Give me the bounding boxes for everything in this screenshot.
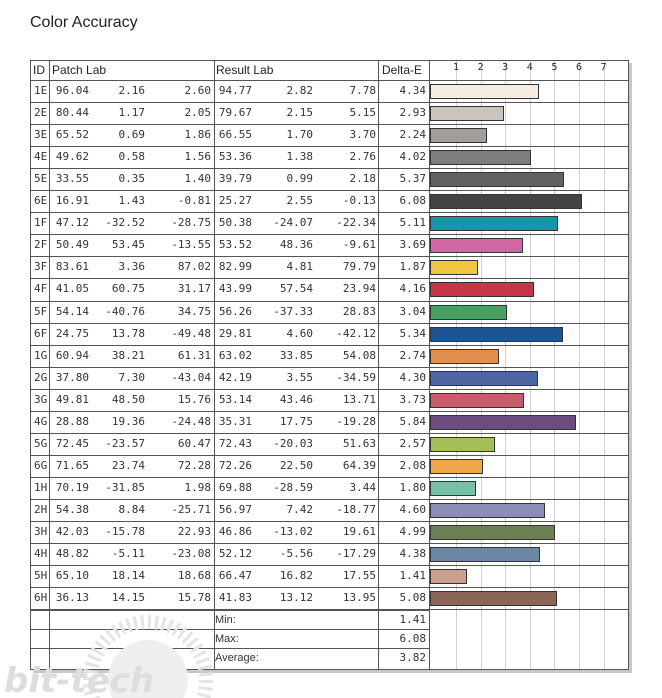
result-lab-value: 1.38 (286, 150, 313, 164)
delta-e-value: 3.73 (399, 392, 426, 406)
patch-lab-value: -0.81 (177, 194, 211, 208)
delta-e-value: 4.38 (399, 547, 426, 561)
patch-lab-value: 65.52 (55, 128, 89, 142)
patch-lab-value: 0.58 (118, 150, 145, 164)
patch-lab-value: 1.43 (118, 194, 145, 208)
result-lab-value: 25.27 (218, 194, 252, 208)
result-lab-value: 79.79 (342, 260, 376, 274)
patch-lab-value: 54.38 (55, 502, 89, 516)
patch-lab-value: 71.65 (55, 458, 89, 472)
patch-lab-value: 80.44 (55, 106, 89, 120)
result-lab-value: 35.31 (218, 414, 252, 428)
result-lab-value: 43.46 (279, 392, 313, 406)
result-lab-value: -37.33 (273, 304, 313, 318)
row-id: 3E (34, 128, 48, 142)
patch-lab-value: 23.74 (111, 458, 145, 472)
result-lab-value: 66.47 (218, 569, 252, 583)
patch-lab-value: 1.40 (184, 172, 211, 186)
delta-e-bar (430, 591, 557, 606)
summary-max-label: Max: (215, 633, 239, 645)
result-lab-value: -22.34 (336, 216, 376, 230)
patch-lab-value: -28.75 (171, 216, 211, 230)
patch-lab-value: 1.86 (184, 128, 211, 142)
delta-e-value: 1.41 (399, 569, 426, 583)
result-lab-value: 82.99 (218, 260, 252, 274)
row-id: 4G (34, 414, 48, 428)
patch-lab-value: 1.17 (118, 106, 145, 120)
delta-e-bar (430, 437, 495, 452)
chart-tick-label: 1 (452, 62, 460, 73)
patch-lab-value: 47.12 (55, 216, 89, 230)
delta-e-bar (430, 238, 523, 253)
delta-e-bar (430, 260, 478, 275)
delta-e-value: 5.11 (399, 216, 426, 230)
patch-lab-value: 87.02 (177, 260, 211, 274)
delta-e-bar (430, 84, 539, 99)
delta-e-value: 5.34 (399, 326, 426, 340)
row-id: 2F (34, 238, 48, 252)
patch-lab-value: 18.14 (111, 569, 145, 583)
delta-e-value: 4.02 (399, 150, 426, 164)
result-lab-value: 2.76 (349, 150, 376, 164)
chart-gridline (579, 61, 580, 669)
patch-lab-value: -15.78 (105, 525, 145, 538)
patch-lab-value: -32.52 (105, 216, 145, 230)
row-id: 4E (34, 150, 48, 164)
result-lab-value: -24.07 (273, 216, 313, 230)
result-lab-value: -9.61 (342, 238, 376, 252)
result-lab-value: 2.15 (286, 106, 313, 120)
patch-lab-value: 70.19 (55, 480, 89, 494)
row-id: 6F (34, 326, 48, 340)
result-lab-value: 46.86 (218, 525, 252, 538)
patch-lab-value: 2.16 (118, 84, 145, 97)
row-id: 3G (34, 392, 48, 406)
result-lab-value: 72.26 (218, 458, 252, 472)
delta-e-bar (430, 569, 467, 584)
patch-lab-value: 18.68 (177, 569, 211, 583)
row-id: 6H (34, 591, 48, 605)
patch-lab-value: 54.14 (55, 304, 89, 318)
result-lab-value: 39.79 (218, 172, 252, 186)
delta-e-value: 1.87 (399, 260, 426, 274)
delta-e-value: 4.34 (399, 84, 426, 97)
result-lab-value: 3.44 (349, 480, 376, 494)
row-id: 2H (34, 502, 48, 516)
patch-lab-value: 42.03 (55, 525, 89, 538)
result-lab-value: 22.50 (279, 458, 313, 472)
col-divider (49, 61, 50, 669)
delta-e-bar (430, 128, 487, 143)
delta-e-bar (430, 327, 563, 342)
result-lab-value: 4.81 (286, 260, 313, 274)
delta-e-value: 2.93 (399, 106, 426, 120)
header-patch-lab: Patch Lab (52, 63, 107, 77)
patch-lab-value: 60.47 (177, 436, 211, 450)
row-id: 1F (34, 216, 48, 230)
color-accuracy-table (30, 60, 629, 670)
patch-lab-value: 37.80 (55, 370, 89, 384)
watermark-text: bit-tech (4, 661, 155, 698)
patch-lab-value: 22.93 (177, 525, 211, 538)
result-lab-value: 33.85 (279, 348, 313, 362)
result-lab-value: -17.29 (336, 547, 376, 561)
col-divider (214, 61, 215, 669)
result-lab-value: 79.67 (218, 106, 252, 120)
row-id: 3H (34, 525, 48, 538)
patch-lab-value: 72.28 (177, 458, 211, 472)
patch-lab-value: 50.49 (55, 238, 89, 252)
patch-lab-value: 16.91 (55, 194, 89, 208)
row-id: 6G (34, 458, 48, 472)
result-lab-value: -20.03 (273, 436, 313, 450)
result-lab-value: -5.56 (279, 547, 313, 561)
result-lab-value: 16.82 (279, 569, 313, 583)
result-lab-value: 1.70 (286, 128, 313, 142)
header-delta-e: Delta-E (382, 63, 423, 77)
patch-lab-value: 0.69 (118, 128, 145, 142)
delta-e-value: 6.08 (399, 194, 426, 208)
patch-lab-value: 0.35 (118, 172, 145, 186)
summary-max-value: 6.08 (399, 632, 426, 645)
row-id: 4F (34, 282, 48, 296)
result-lab-value: 94.77 (218, 84, 252, 97)
row-id: 5E (34, 172, 48, 186)
result-lab-value: 3.55 (286, 370, 313, 384)
delta-e-value: 5.84 (399, 414, 426, 428)
patch-lab-value: 34.75 (177, 304, 211, 318)
bit-tech-logo (0, 600, 240, 698)
patch-lab-value: 33.55 (55, 172, 89, 186)
summary-average-value: 3.82 (399, 651, 426, 664)
patch-lab-value: -23.57 (105, 436, 145, 450)
result-lab-value: 56.97 (218, 502, 252, 516)
result-lab-value: 2.18 (349, 172, 376, 186)
delta-e-value: 4.16 (399, 282, 426, 296)
row-id: 5H (34, 569, 48, 583)
delta-e-bar (430, 216, 558, 231)
chart-gridline (604, 61, 605, 669)
result-lab-value: 63.02 (218, 348, 252, 362)
result-lab-value: 29.81 (218, 326, 252, 340)
result-lab-value: -19.28 (336, 414, 376, 428)
row-id: 6E (34, 194, 48, 208)
delta-e-value: 5.37 (399, 172, 426, 186)
result-lab-value: 13.71 (342, 392, 376, 406)
patch-lab-value: -43.04 (171, 370, 211, 384)
delta-e-value: 5.08 (399, 591, 426, 605)
delta-e-bar (430, 503, 545, 518)
patch-lab-value: 15.76 (177, 392, 211, 406)
patch-lab-value: 19.36 (111, 414, 145, 428)
patch-lab-value: 1.98 (184, 480, 211, 494)
patch-lab-value: 48.50 (111, 392, 145, 406)
delta-e-bar (430, 282, 534, 297)
chart-gridline (554, 61, 555, 669)
result-lab-value: 41.83 (218, 591, 252, 605)
result-lab-value: 17.55 (342, 569, 376, 583)
chart-tick-label: 4 (526, 62, 533, 73)
patch-lab-value: 13.78 (111, 326, 145, 340)
delta-e-value: 2.57 (399, 436, 426, 450)
page-title: Color Accuracy (30, 14, 138, 31)
patch-lab-value: 48.82 (55, 547, 89, 561)
result-lab-value: 42.19 (218, 370, 252, 384)
result-lab-value: 52.12 (218, 547, 252, 561)
patch-lab-value: -23.08 (171, 547, 211, 561)
result-lab-value: 2.82 (286, 84, 313, 97)
delta-e-bar (430, 459, 483, 474)
col-divider (378, 61, 379, 669)
summary-min-value: 1.41 (399, 613, 426, 626)
patch-lab-value: -5.11 (111, 547, 145, 561)
result-lab-value: 56.26 (218, 304, 252, 318)
summary-min-label: Min: (215, 614, 236, 626)
patch-lab-value: 49.62 (55, 150, 89, 164)
result-lab-value: -18.77 (336, 502, 376, 516)
result-lab-value: 48.36 (279, 238, 313, 252)
patch-lab-value: 24.75 (55, 326, 89, 340)
result-lab-value: 19.61 (342, 525, 376, 538)
delta-e-bar (430, 415, 576, 430)
result-lab-value: 53.14 (218, 392, 252, 406)
row-id: 5F (34, 304, 48, 318)
delta-e-value: 2.74 (399, 348, 426, 362)
chart-tick-label: 3 (502, 62, 509, 73)
delta-e-bar (430, 194, 582, 209)
summary-average-label: Average: (215, 652, 259, 664)
result-lab-value: 50.38 (218, 216, 252, 230)
row-id: 1H (34, 480, 48, 494)
chart-tick-label: 5 (551, 62, 558, 73)
patch-lab-value: 53.45 (111, 238, 145, 252)
result-lab-value: 23.94 (342, 282, 376, 296)
patch-lab-value: -24.48 (171, 414, 211, 428)
delta-e-value: 2.08 (399, 458, 426, 472)
result-lab-value: 3.70 (349, 128, 376, 142)
patch-lab-value: 1.56 (184, 150, 211, 164)
row-id: 3F (34, 260, 48, 274)
result-lab-value: 28.83 (342, 304, 376, 318)
patch-lab-value: 3.36 (118, 260, 145, 274)
chart-tick-label: 2 (477, 62, 484, 73)
patch-lab-value: 15.78 (177, 591, 211, 605)
row-id: 4H (34, 547, 48, 561)
patch-lab-value: -49.48 (171, 326, 211, 340)
chart-tick-label: 6 (575, 62, 583, 73)
patch-lab-value: 2.60 (184, 84, 211, 97)
patch-lab-value: 65.10 (55, 569, 89, 583)
delta-e-bar (430, 106, 504, 121)
delta-e-value: 1.80 (399, 480, 426, 494)
delta-e-bar (430, 525, 555, 540)
result-lab-value: 64.39 (342, 458, 376, 472)
result-lab-value: 43.99 (218, 282, 252, 296)
patch-lab-value: -25.71 (171, 502, 211, 516)
patch-lab-value: -13.55 (171, 238, 211, 252)
result-lab-value: -42.12 (336, 326, 376, 340)
delta-e-value: 4.99 (399, 525, 426, 538)
result-lab-value: 5.15 (349, 106, 376, 120)
delta-e-value: 4.30 (399, 370, 426, 384)
result-lab-value: 0.99 (286, 172, 313, 186)
delta-e-bar (430, 371, 538, 386)
delta-e-value: 4.60 (399, 502, 426, 516)
result-lab-value: 66.55 (218, 128, 252, 142)
header-id: ID (33, 63, 45, 77)
result-lab-value: 53.52 (218, 238, 252, 252)
result-lab-value: 51.63 (342, 436, 376, 450)
result-lab-value: 4.60 (286, 326, 313, 340)
patch-lab-value: 41.05 (55, 282, 89, 296)
result-lab-value: -13.02 (273, 525, 313, 538)
delta-e-bar (430, 172, 564, 187)
delta-e-bar (430, 547, 540, 562)
patch-lab-value: 36.13 (55, 591, 89, 605)
result-lab-value: 7.42 (286, 502, 313, 516)
header-result-lab: Result Lab (216, 63, 274, 77)
patch-lab-value: 28.88 (55, 414, 89, 428)
delta-e-value: 3.69 (399, 238, 426, 252)
patch-lab-value: 72.45 (55, 436, 89, 450)
patch-lab-value: 7.30 (118, 370, 145, 384)
patch-lab-value: 60.94 (55, 348, 89, 362)
result-lab-value: -34.59 (336, 370, 376, 384)
result-lab-value: 54.08 (342, 348, 376, 362)
delta-e-value: 3.04 (399, 304, 426, 318)
patch-lab-value: 61.31 (177, 348, 211, 362)
result-lab-value: 72.43 (218, 436, 252, 450)
row-id: 2E (34, 106, 48, 120)
patch-lab-value: 96.04 (55, 84, 89, 97)
result-lab-value: 2.55 (286, 194, 313, 208)
patch-lab-value: 8.84 (118, 502, 145, 516)
result-lab-value: 69.88 (218, 480, 252, 494)
row-id: 1G (34, 348, 48, 362)
patch-lab-value: 49.81 (55, 392, 89, 406)
row-id: 1E (34, 84, 48, 97)
result-lab-value: 13.95 (342, 591, 376, 605)
patch-lab-value: 2.05 (184, 106, 211, 120)
patch-lab-value: -40.76 (105, 304, 145, 318)
result-lab-value: 57.54 (279, 282, 313, 296)
result-lab-value: 7.78 (349, 84, 376, 97)
patch-lab-value: 83.61 (55, 260, 89, 274)
row-id: 2G (34, 370, 48, 384)
row-id: 5G (34, 436, 48, 450)
result-lab-value: 53.36 (218, 150, 252, 164)
patch-lab-value: 38.21 (111, 348, 145, 362)
patch-lab-value: -31.85 (105, 480, 145, 494)
patch-lab-value: 60.75 (111, 282, 145, 296)
delta-e-bar (430, 305, 507, 320)
delta-e-bar (430, 349, 499, 364)
result-lab-value: -0.13 (342, 194, 376, 208)
delta-e-value: 2.24 (399, 128, 426, 142)
result-lab-value: 13.12 (279, 591, 313, 605)
result-lab-value: -28.59 (273, 480, 313, 494)
patch-lab-value: 31.17 (177, 282, 211, 296)
result-lab-value: 17.75 (279, 414, 313, 428)
chart-tick-label: 7 (600, 62, 607, 73)
delta-e-bar (430, 393, 524, 408)
delta-e-bar (430, 150, 531, 165)
delta-e-bar (430, 481, 476, 496)
patch-lab-value: 14.15 (111, 591, 145, 605)
